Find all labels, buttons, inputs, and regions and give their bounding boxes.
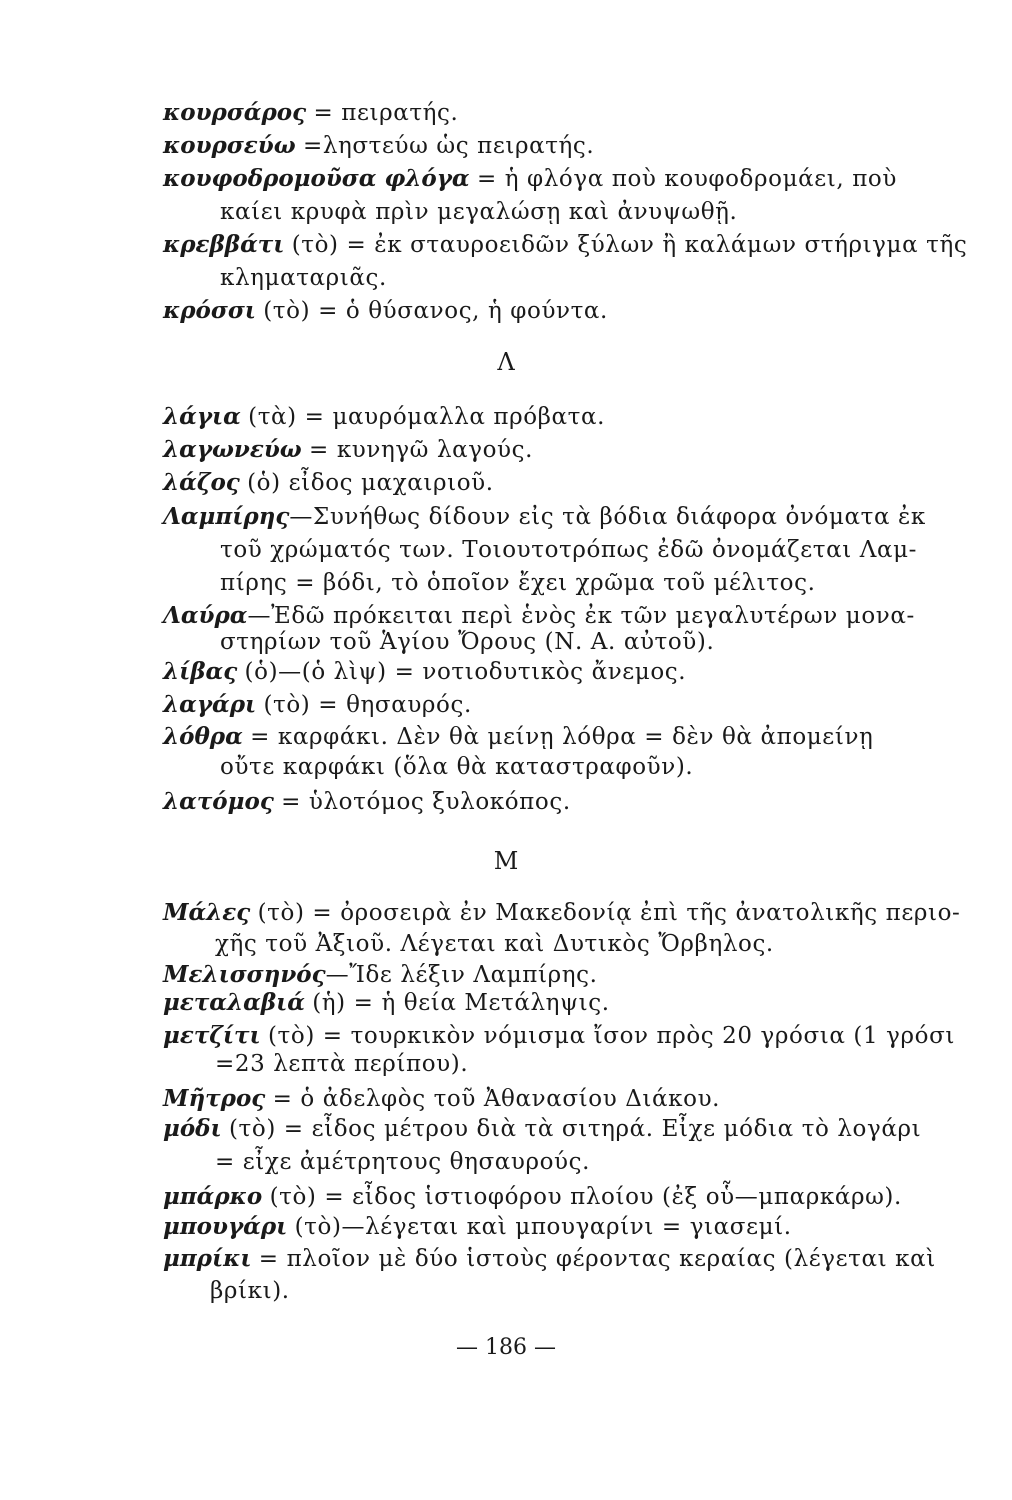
entry-term: Μῆτρος [163, 1085, 266, 1112]
entry-definition: (τὰ) = μαυρόμαλλα πρόβατα. [248, 404, 606, 430]
entry-term: κρόσσι [163, 297, 256, 324]
entry-term: λατόμος [163, 788, 274, 815]
entry-definition: (ὁ)—(ὁ λὶψ) = νοτιοδυτικὸς ἄνεμος. [244, 659, 687, 685]
entry-definition: (τὸ) = ἐκ σταυροειδῶν ξύλων ἢ καλάμων στήριγμα τῆς [291, 232, 968, 258]
entry-mitros [163, 1084, 720, 1114]
entry-term: κουρσάρος [163, 99, 307, 126]
entry-continuation: τοῦ χρώματός των. Τοιουτοτρόπως ἐδῶ ὀνομάζεται Λαμ- [220, 537, 918, 563]
entry-lagia [163, 402, 605, 432]
entry-lazos [163, 468, 494, 498]
entry-term: μετζίτι [163, 1022, 261, 1049]
entry-definition: = ὑλοτόμος ξυλοκόπος. [281, 789, 571, 815]
entry-term: μπρίκι [163, 1245, 252, 1272]
entry-continuation: χῆς τοῦ Ἀξιοῦ. Λέγεται καὶ Δυτικὸς Ὄρβηλος. [215, 931, 774, 957]
entry-metalavia [163, 988, 610, 1018]
entry-definition: (τὸ) = τουρκικὸν νόμισμα ἴσον πρὸς 20 γρόσια (1 γρόσι [267, 1023, 955, 1049]
entry-definition: = ὁ ἀδελφὸς τοῦ Ἀθανασίου Διάκου. [272, 1086, 721, 1112]
page-number: — 186 — [456, 1335, 556, 1360]
entry-term: λάζος [163, 469, 240, 496]
entry-definition: (τὸ) = θησαυρός. [263, 692, 472, 718]
entry-term: λίβας [163, 658, 238, 685]
entry-definition: (τὸ) = ὀροσειρὰ ἐν Μακεδονίᾳ ἐπὶ τῆς ἀνατολικῆς περιο- [257, 900, 961, 926]
entry-bougari [163, 1212, 792, 1242]
entry-term: λάγια [163, 403, 241, 430]
entry-term: λόθρα [163, 723, 243, 750]
entry-term: κουφοδρομοῦσα φλόγα [163, 165, 470, 192]
entry-term: κουρσεύω [163, 132, 296, 159]
entry-definition: = πλοῖον μὲ δύο ἱστοὺς φέροντας κεραίας (λέγεται καὶ [258, 1246, 936, 1272]
entry-briki [163, 1244, 936, 1274]
entry-term: Λαύρα [163, 602, 248, 629]
entry-krossi [163, 296, 608, 326]
entry-krevvati [163, 230, 967, 260]
entry-term: μόδι [163, 1115, 222, 1142]
entry-livas [163, 657, 686, 687]
entry-continuation: οὔτε καρφάκι (ὅλα θὰ καταστραφοῦν). [220, 754, 694, 780]
entry-continuation: κληματαριᾶς. [220, 265, 387, 291]
entry-lagari [163, 690, 472, 720]
entry-latomos [163, 787, 571, 817]
entry-definition: —Ἴδε λέξιν Λαμπίρης. [325, 962, 598, 988]
entry-definition: (τὸ)—λέγεται καὶ μπουγαρίνι = γιασεμί. [294, 1214, 792, 1240]
entry-lampiris [163, 502, 926, 532]
entry-term: Λαμπίρης [163, 503, 290, 530]
entry-males [163, 898, 960, 928]
entry-term: μπάρκο [163, 1183, 263, 1210]
entry-lagonevo [163, 435, 533, 465]
entry-term: λαγάρι [163, 691, 257, 718]
entry-continuation: =23 λεπτὰ περίπου). [215, 1051, 469, 1077]
entry-definition: =ληστεύω ὡς πειρατής. [302, 133, 595, 159]
entry-definition: = κυνηγῶ λαγούς. [309, 437, 534, 463]
entry-definition: —Ἐδῶ πρόκειται περὶ ἑνὸς ἐκ τῶν μεγαλυτέρων μονα- [247, 603, 915, 629]
entry-koursaros [163, 98, 458, 128]
entry-definition: (ἡ) = ἡ θεία Μετάληψις. [312, 990, 610, 1016]
entry-continuation: καίει κρυφὰ πρὶν μεγαλώσῃ καὶ ἀνυψωθῇ. [220, 199, 738, 225]
entry-melissinos [163, 960, 598, 990]
entry-lothra [163, 722, 873, 752]
entry-definition: = ἡ φλόγα ποὺ κουφοδρομάει, ποὺ [476, 166, 897, 192]
entry-term: κρεββάτι [163, 231, 285, 258]
entry-metziti [163, 1021, 955, 1051]
entry-term: Μελισσηνός [163, 961, 326, 988]
entry-koursevo [163, 131, 594, 161]
section-heading-lambda: Λ [497, 348, 515, 376]
entry-term: λαγωνεύω [163, 436, 302, 463]
entry-term: μεταλαβιά [163, 989, 305, 1016]
entry-definition: —Συνήθως δίδουν εἰς τὰ βόδια διάφορα ὀνόματα ἐκ [289, 504, 926, 530]
entry-barko [163, 1182, 902, 1212]
entry-definition: (τὸ) = εἶδος μέτρου διὰ τὰ σιτηρά. Εἶχε μόδια τὸ λογάρι [228, 1116, 922, 1142]
entry-continuation: = εἶχε ἀμέτρητους θησαυρούς. [215, 1149, 591, 1175]
section-heading-mu: Μ [493, 847, 519, 875]
entry-definition: = πειρατής. [313, 100, 459, 126]
entry-term: Μάλες [163, 899, 251, 926]
entry-definition: (τὸ) = εἶδος ἱστιοφόρου πλοίου (ἐξ οὗ—μπαρκάρω). [269, 1184, 902, 1210]
entry-continuation: στηρίων τοῦ Ἁγίου Ὄρους (Ν. Α. αὐτοῦ). [220, 629, 715, 655]
entry-continuation: βρίκι). [210, 1278, 290, 1304]
entry-modi [163, 1114, 921, 1144]
entry-koufodromousa [163, 164, 897, 194]
entry-definition: (ὁ) εἶδος μαχαιριοῦ. [247, 470, 494, 496]
entry-term: μπουγάρι [163, 1213, 288, 1240]
entry-definition: = καρφάκι. Δὲν θὰ μείνῃ λόθρα = δὲν θὰ ἀπομείνῃ [250, 724, 874, 750]
entry-continuation: πίρης = βόδι, τὸ ὁποῖον ἔχει χρῶμα τοῦ μέλιτος. [220, 570, 816, 596]
entry-definition: (τὸ) = ὁ θύσανος, ἡ φούντα. [263, 298, 608, 324]
